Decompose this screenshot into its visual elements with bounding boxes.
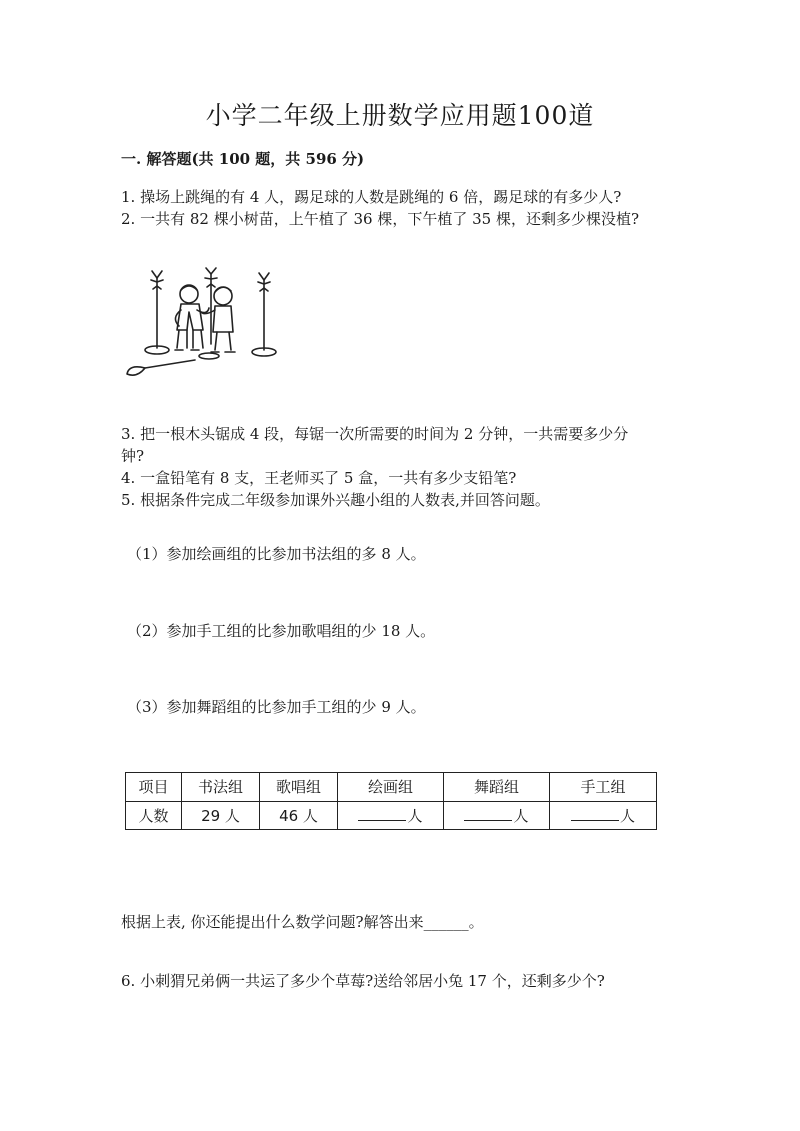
table-cell-singing: 46 人	[260, 801, 338, 830]
answer-blank[interactable]	[571, 806, 619, 821]
interest-group-table	[125, 772, 657, 830]
table-header-row	[126, 773, 657, 802]
table-row	[126, 801, 657, 830]
table-header-cell: 歌唱组	[260, 773, 338, 802]
question-5-condition-3: （3）参加舞蹈组的比参加手工组的少 9 人。	[127, 698, 426, 716]
question-6: 6. 小刺猬兄弟俩一共运了多少个草莓?送给邻居小兔 17 个，还剩多少个?	[121, 972, 605, 990]
table-cell-dance-blank[interactable]	[444, 801, 550, 830]
table-cell-painting-blank[interactable]	[338, 801, 444, 830]
table-cell-handcraft-blank[interactable]	[550, 801, 657, 830]
table-row-label: 人数	[126, 801, 182, 830]
tree-planting-kids-icon	[121, 264, 281, 380]
question-3-line2: 钟?	[121, 447, 145, 465]
question-5: 5. 根据条件完成二年级参加课外兴趣小组的人数表,并回答问题。	[121, 491, 550, 509]
question-2: 2. 一共有 82 棵小树苗，上午植了 36 棵，下午植了 35 棵，还剩多少棵没植?	[121, 210, 639, 228]
table-header-cell: 手工组	[550, 773, 657, 802]
table-header-cell: 舞蹈组	[444, 773, 550, 802]
question-4: 4. 一盒铅笔有 8 支，王老师买了 5 盒，一共有多少支铅笔?	[121, 469, 517, 487]
answer-blank[interactable]	[358, 806, 406, 821]
question-1: 1. 操场上跳绳的有 4 人，踢足球的人数是跳绳的 6 倍，踢足球的有多少人?	[121, 188, 622, 206]
table-header-cell: 项目	[126, 773, 182, 802]
table-header-cell: 绘画组	[338, 773, 444, 802]
question-5-followup: 根据上表, 你还能提出什么数学问题?解答出来______。	[121, 913, 484, 931]
question-5-condition-1: （1）参加绘画组的比参加书法组的多 8 人。	[127, 545, 426, 563]
table-cell-calligraphy: 29 人	[182, 801, 260, 830]
question-3-line1: 3. 把一根木头锯成 4 段，每锯一次所需要的时间为 2 分钟，一共需要多少分	[121, 425, 629, 443]
answer-blank[interactable]	[464, 806, 512, 821]
section-heading: 一. 解答题(共 100 题，共 596 分)	[121, 150, 365, 168]
question-5-condition-2: （2）参加手工组的比参加歌唱组的少 18 人。	[127, 622, 436, 640]
table-header-cell: 书法组	[182, 773, 260, 802]
unit-label: 人	[407, 806, 423, 825]
unit-label: 人	[619, 806, 635, 825]
unit-label: 人	[513, 806, 529, 825]
page-title: 小学二年级上册数学应用题100道	[205, 101, 595, 130]
